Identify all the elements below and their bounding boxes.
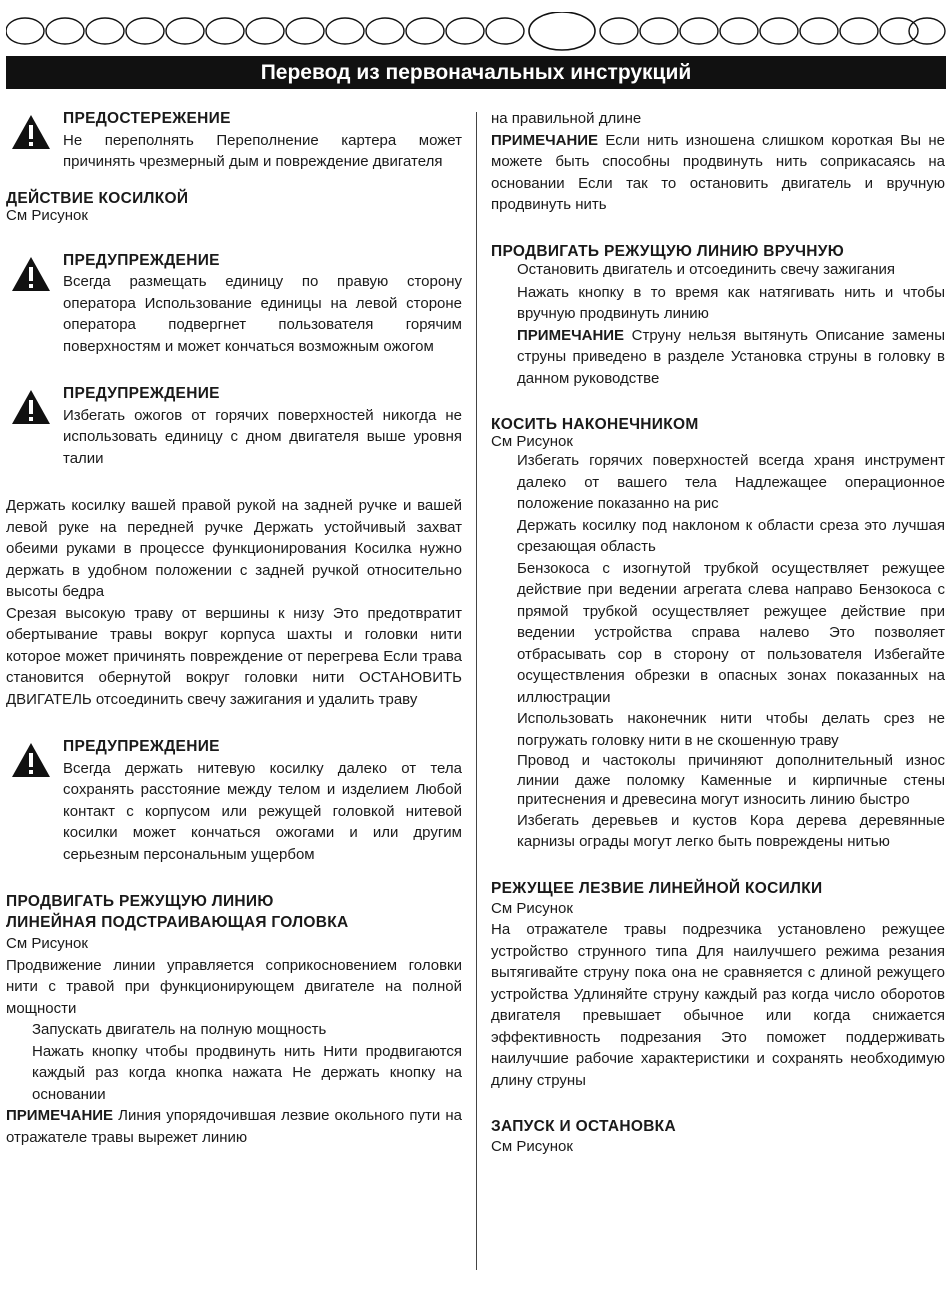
warning-block (6, 383, 462, 469)
warning-text: Всегда держать нитевую косилку далеко от тела сохранять расстояние между телом и изделием Любой контакт с корпусом или режущей головкой нитевой косилки может кончаться ожогами и или другим серьезным персональным ущербом (63, 759, 462, 863)
section-heading: ДЕЙСТВИЕ КОСИЛКОЙ (6, 189, 189, 207)
note-paragraph (6, 1105, 462, 1148)
section-heading: ПРОДВИГАТЬ РЕЖУЩУЮ ЛИНИЮ ВРУЧНУЮ (491, 242, 845, 260)
step-item: Запускать двигатель на полную мощность (32, 1021, 327, 1038)
warning-title: ПРЕДОСТЕРЕЖЕНИЕ (63, 110, 231, 127)
body-paragraph: Срезая высокую траву от вершины к низу Это предотвратит обертывание травы вокруг корпуса шахты и головки нити которое может причинять повреждение от перегрева Если трава становится обернутой вокруг головки нити ОСТАНОВИТЬ ДВИГАТЕЛЬ отсоединить свечу зажигания и удалить траву (6, 604, 462, 708)
list-item: Провод и частоколы причиняют дополнительный износ линии даже поломку Каменные и кирпичные стены притеснения и древесина могут износить линию быстро (517, 752, 945, 808)
section-heading: РЕЖУЩЕЕ ЛЕЗВИЕ ЛИНЕЙНОЙ КОСИЛКИ (491, 879, 823, 897)
note-label: ПРИМЕЧАНИЕ (6, 1107, 114, 1124)
warning-triangle-icon (11, 742, 51, 778)
note-text: Струну нельзя вытянуть Описание замены струны приведено в разделе Установка струны в головку в данном руководстве (517, 326, 945, 387)
warning-title: ПРЕДУПРЕЖДЕНИЕ (63, 738, 220, 755)
page-number-ovals (6, 12, 946, 52)
note-text: Линия упорядочившая лезвие окольного пути на отражателе травы вырежет линию (6, 1107, 462, 1146)
warning-triangle-icon (11, 389, 51, 425)
section-heading: ЗАПУСК И ОСТАНОВКА (491, 1118, 676, 1135)
section-heading: КОСИТЬ НАКОНЕЧНИКОМ (491, 416, 699, 433)
list-item: Избегать деревьев и кустов Кора дерева деревянные карнизы ограды могут легко быть повреждены нитью (517, 811, 945, 850)
list-item: Бензокоса с изогнутой трубкой осуществляет режущее действие при ведении агрегата слева направо Бензокоса с прямой трубкой осуществляет режущее действие при ведении устройства справа налево Это позволяет отбрасывать сор в сторону от пользователя Избегайте осуществления обрезки в опасных зонах показанных на иллюстрации (517, 559, 945, 706)
section-heading: ПРОДВИГАТЬ РЕЖУЩУЮ ЛИНИЮ (6, 893, 274, 910)
figure-reference: См Рисунок (491, 1138, 573, 1155)
note-label: ПРИМЕЧАНИЕ (517, 326, 625, 344)
warning-text: Избегать ожогов от горячих поверхностей никогда не использовать единицу с дном двигателя выше уровня талии (63, 406, 462, 467)
note-label: ПРИМЕЧАНИЕ (491, 131, 599, 149)
warning-title: ПРЕДУПРЕЖДЕНИЕ (63, 385, 220, 402)
warning-block (6, 250, 462, 358)
figure-reference: См Рисунок (6, 206, 88, 224)
warning-text: Всегда размещать единицу по правую сторону оператора Использование единицы на левой стороне оператора подвергнет пользователя горячим поверхностям и может кончаться возможным ожогом (63, 273, 462, 355)
left-column (6, 108, 462, 1148)
note-text: Если нить изношена слишком короткая Вы не можете быть способны продвинуть нить соприкасаясь на основании Если так то остановить двигатель и вручную продвинуть нить (491, 131, 946, 213)
section-heading: ЛИНЕЙНАЯ ПОДСТРАИВАЮЩАЯ ГОЛОВКА (6, 914, 349, 931)
page-title: Перевод из первоначальных инструкций (6, 56, 946, 89)
list-item: Избегать горячих поверхностей всегда храня инструмент далеко от вашего тела Надлежащее операционное положение показанно на рис (517, 452, 945, 512)
column-divider (476, 112, 477, 1270)
warning-triangle-icon (11, 256, 51, 292)
warning-text: Не переполнять Переполнение картера может причинять чрезмерный дым и повреждение двигателя (63, 131, 462, 170)
list-item: Держать косилку под наклоном к области среза это лучшая срезающая область (517, 516, 945, 555)
body-paragraph: Держать косилку вашей правой рукой на задней ручке и вашей левой руке на передней ручке Держать устойчивый захват обеими руками в процессе функционирования Косилка нужно держать в удобном положении с задней ручкой относительно высоты бедра (6, 497, 462, 600)
step-item: Нажать кнопку чтобы продвинуть нить Нити продвигаются каждый раз когда кнопка нажата Не держать кнопку на основании (32, 1042, 462, 1103)
step-item: Нажать кнопку в то время как натягивать нить и чтобы вручную продвинуть линию (517, 283, 945, 322)
list-item: Использовать наконечник нити чтобы делать срез не погружать головку нити в не скошенную траву (517, 710, 945, 749)
step-item: Остановить двигатель и отсоединить свечу зажигания (517, 260, 896, 278)
warning-block (6, 736, 462, 865)
warning-triangle-icon (11, 114, 51, 150)
figure-reference: См Рисунок (6, 935, 88, 952)
figure-reference: См Рисунок (491, 433, 573, 450)
figure-reference: См Рисунок (491, 899, 573, 917)
right-column (491, 108, 945, 1158)
note-paragraph (491, 325, 945, 390)
note-paragraph (491, 130, 945, 216)
warning-block (6, 108, 462, 173)
warning-title: ПРЕДУПРЕЖДЕНИЕ (63, 251, 220, 269)
body-paragraph: Продвижение линии управляется соприкосновением головки нити с травой при функционирующем двигателе на полной мощности (6, 956, 462, 1017)
body-paragraph: На отражателе травы подрезчика установлено режущее устройство струнного типа Для наилучшего режима резания вытягивайте струну пока она не сравняется с длиной режущего устройства Удлиняйте струну каждый раз когда число оборотов двигателя превышает обычное или когда снижается эффективность подрезания Это поможет поддерживать наилучшие рабочие характеристики и сохранять необходимую длину струны (491, 921, 945, 1089)
body-paragraph: на правильной длине (491, 110, 642, 127)
